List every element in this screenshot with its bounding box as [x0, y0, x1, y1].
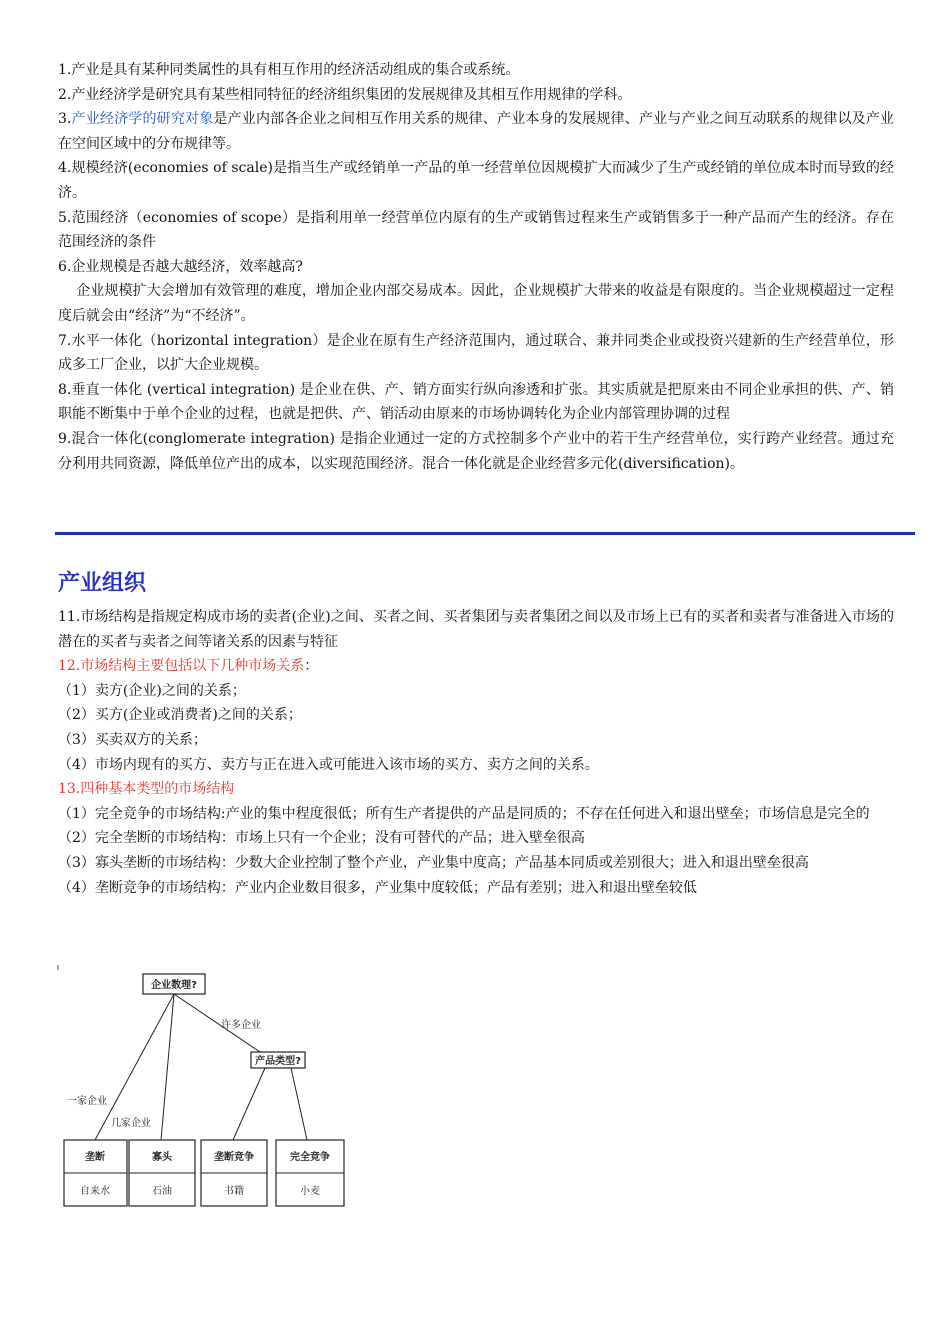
paragraph-7: 7.水平一体化（horizontal integration）是企业在原有生产经济范围内，通过联合、兼并同类企业或投资兴建新的生产经营单位，形成多工厂企业，以扩大企业规模。 — [58, 332, 894, 374]
list-item: （1）完全竞争的市场结构:产业的集中程度很低；所有生产者提供的产品是同质的；不存在任何进入和退出壁垒；市场信息是完全的 — [58, 805, 870, 822]
market-structure-diagram — [55, 962, 355, 1212]
edge-few-firms — [161, 994, 174, 1140]
box-monopoly — [64, 1140, 127, 1206]
section-divider — [55, 532, 915, 535]
list-item: （2）完全垄断的市场结构：市场上只有一个企业；没有可替代的产品；进入壁垒很高 — [58, 830, 585, 847]
paragraph-11: 11.市场结构是指规定构成市场的卖者(企业)之间、买者之间、买者集团与卖者集团之间以及市场上已有的买者和卖者与准备进入市场的潜在的买者与卖者之间等诸关系的因素与特征 — [58, 609, 894, 650]
box-example-label: 石油 — [152, 1186, 172, 1197]
root-node-label: 企业数理? — [151, 980, 197, 991]
box-monopolistic-competition — [201, 1140, 267, 1206]
paragraph-3-text: 是产业内部各企业之间相互作用关系的规律、产业本身的发展规律、产业与产业之间互动联系的规律以及产业在空间区域中的分布规律等。 — [58, 111, 895, 152]
box-perfect-competition — [276, 1140, 344, 1206]
paragraph-6-answer: 企业规模扩大会增加有效管理的难度，增加企业内部交易成本。因此，企业规模扩大带来的收益是有限度的。当企业规模超过一定程度后就会由“经济”为“不经济”。 — [58, 283, 894, 324]
box-type-label: 垄断竞争 — [214, 1152, 254, 1163]
paragraph-3 — [58, 107, 894, 156]
paragraph-1: 1.产业是具有某种同类属性的具有相互作用的经济活动组成的集合或系统。 — [58, 62, 520, 78]
list-item: （4）垄断竞争的市场结构：产业内企业数目很多，产业集中度较低；产品有差别；进入和退出壁垒较低 — [58, 879, 697, 896]
paragraph-12 — [58, 654, 894, 679]
box-example-label: 自来水 — [80, 1186, 110, 1197]
paragraph-8: 8.垂直一体化 (vertical integration) 是企业在供、产、销方面实行纵向渗透和扩张。其实质就是把原来由不同企业承担的供、产、销职能不断集中于单个企业的过程，也就是把供、产、销活动由原来的市场协调转化为企业内部管理协调的过程 — [58, 381, 894, 423]
paragraph-5: 5.范围经济（economies of scope）是指利用单一经营单位内原有的生产或销售过程来生产或销售多于一种产品而产生的经济。存在范围经济的条件 — [58, 209, 894, 251]
paragraph-12-colon: ： — [304, 658, 319, 675]
paragraph-3-number: 3. — [58, 111, 72, 128]
paragraph-13 — [58, 777, 894, 802]
section-industrial-organization — [58, 605, 894, 900]
research-object-link[interactable]: 产业经济学的研究对象 — [71, 111, 214, 128]
box-type-label: 垄断 — [85, 1152, 105, 1163]
edge-label-many: 许多企业 — [221, 1020, 261, 1031]
edge-label-few: 几家企业 — [111, 1118, 151, 1129]
market-relations-highlight[interactable]: 市场结构主要包括以下几种市场关系 — [80, 658, 305, 675]
box-oligopoly — [129, 1140, 195, 1206]
edge-perfect-comp — [291, 1068, 307, 1140]
section-definitions — [58, 58, 894, 476]
paragraph-12-number: 12. — [58, 658, 81, 675]
paragraph-2: 2.产业经济学是研究具有某些相同特征的经济组织集团的发展规律及其相互作用规律的学科。 — [58, 86, 632, 103]
list-item: （4）市场内现有的买方、卖方与正在进入或可能进入该市场的买方、卖方之间的关系。 — [58, 756, 599, 773]
list-item: （1）卖方(企业)之间的关系； — [58, 682, 246, 699]
product-type-label: 产品类型? — [255, 1056, 301, 1067]
paragraph-4: 4.规模经济(economies of scale)是指当生产或经销单一产品的单一经营单位因规模扩大而减少了生产或经销的单位成本时而导致的经济。 — [58, 160, 894, 201]
edge-label-one: 一家企业 — [67, 1096, 107, 1107]
paragraph-6: 6.企业规模是否越大越经济，效率越高? — [58, 258, 303, 275]
market-types-highlight[interactable]: 四种基本类型的市场结构 — [80, 781, 235, 798]
box-type-label: 寡头 — [152, 1152, 172, 1163]
box-example-label: 书籍 — [224, 1186, 244, 1197]
box-example-label: 小麦 — [300, 1186, 320, 1197]
list-item: （2）买方(企业或消费者)之间的关系； — [58, 707, 302, 724]
edge-mono-comp — [233, 1068, 265, 1140]
list-item: （3）买卖双方的关系； — [58, 731, 207, 748]
list-item: （3）寡头垄断的市场结构：少数大企业控制了整个产业，产业集中度高；产品基本同质或差别很大；进入和退出壁垒很高 — [58, 854, 809, 871]
paragraph-13-number: 13. — [58, 781, 81, 798]
paragraph-9: 9.混合一体化(conglomerate integration) 是指企业通过一定的方式控制多个产业中的若干生产经营单位，实行跨产业经营。通过充分利用共同资源，降低单位产出的成本，以实现范围经济。混合一体化就是企业经营多元化(diversification)。 — [58, 430, 894, 472]
box-type-label: 完全竞争 — [290, 1152, 330, 1163]
section-heading: 产业组织 — [58, 571, 147, 596]
